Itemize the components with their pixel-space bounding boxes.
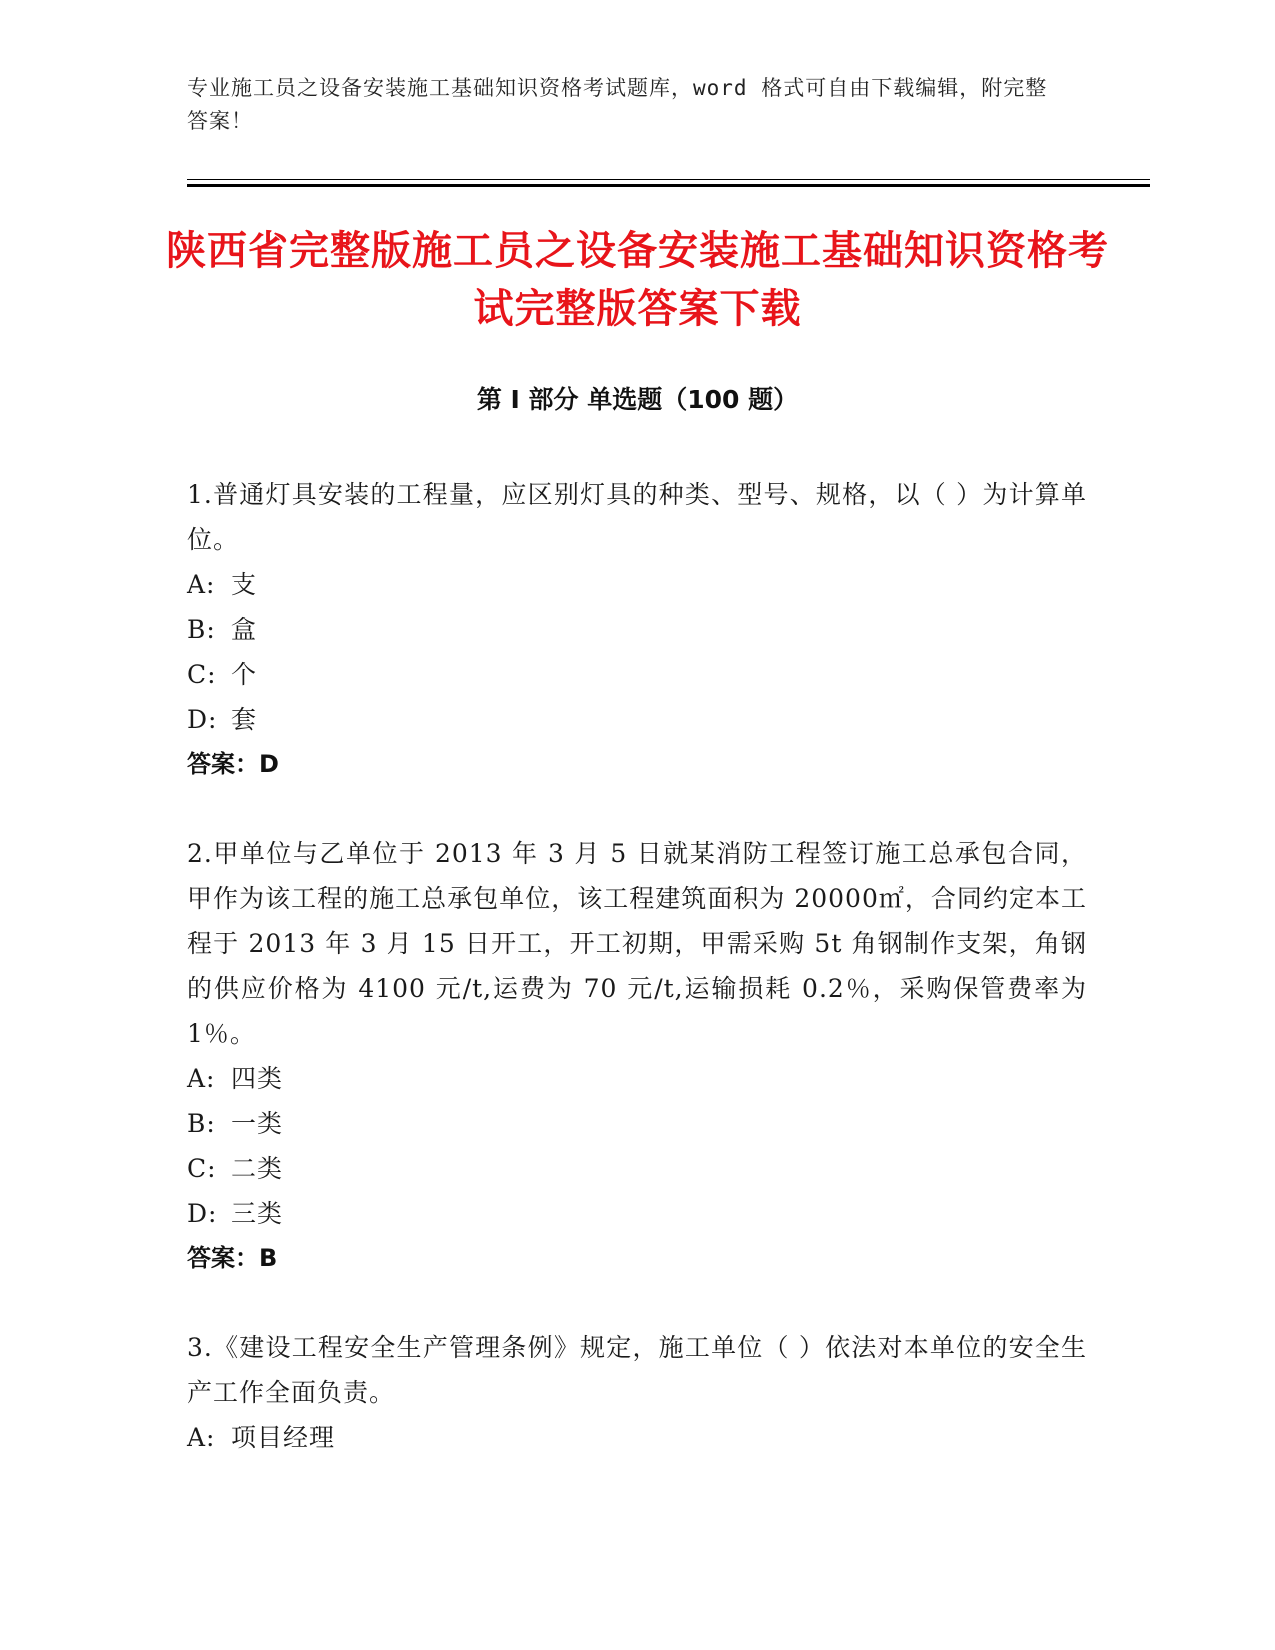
section-heading: 第 I 部分 单选题（100 题） [476, 385, 799, 414]
option-label: D: [187, 1199, 218, 1228]
option-text: 四类 [231, 1064, 284, 1093]
option-label: A: [187, 1423, 216, 1452]
option-label: D: [187, 705, 218, 734]
question-item [187, 472, 1087, 787]
option-text: 支 [231, 570, 258, 599]
question-option [187, 1101, 1087, 1146]
document-title: 陕西省完整版施工员之设备安装施工基础知识资格考试完整版答案下载 [166, 228, 1109, 332]
question-option [187, 697, 1087, 742]
question-stem: 2.甲单位与乙单位于 2013 年 3 月 5 日就某消防工程签订施工总承包合同，甲作为该工程的施工总承包单位，该工程建筑面积为 20000㎡，合同约定本工程于 2013 年 3 月 15 日开工，开工初期，甲需采购 5t 角钢制作支架，角钢的供应价格为 4100 元/t,运费为 70 元/t,运输损耗 0.2％，采购保管费率为 1％。 [187, 839, 1087, 1048]
option-text: 套 [231, 705, 258, 734]
header-divider-thin [187, 179, 1150, 180]
option-label: B: [187, 615, 216, 644]
question-item [187, 1325, 1087, 1460]
question-stem: 3.《建设工程安全生产管理条例》规定，施工单位（ ）依法对本单位的安全生产工作全面负责。 [187, 1333, 1087, 1407]
option-label: A: [187, 1064, 216, 1093]
option-label: B: [187, 1109, 216, 1138]
question-option [187, 652, 1087, 697]
option-text: 三类 [231, 1199, 284, 1228]
option-label: C: [187, 660, 217, 689]
question-option [187, 562, 1087, 607]
question-option [187, 607, 1087, 652]
option-label: A: [187, 570, 216, 599]
question-item [187, 831, 1087, 1281]
header-note: 专业施工员之设备安装施工基础知识资格考试题库，word 格式可自由下载编辑，附完整答案！ [187, 76, 1048, 133]
question-option [187, 1146, 1087, 1191]
question-stem: 1.普通灯具安装的工程量，应区别灯具的种类、型号、规格，以（ ）为计算单位。 [187, 480, 1087, 554]
question-option [187, 1415, 1087, 1460]
option-text: 二类 [231, 1154, 284, 1183]
option-text: 项目经理 [231, 1423, 336, 1452]
question-option [187, 1056, 1087, 1101]
option-text: 一类 [231, 1109, 284, 1138]
option-text: 盒 [231, 615, 258, 644]
option-label: C: [187, 1154, 217, 1183]
question-answer: 答案：B [187, 1244, 278, 1272]
question-answer: 答案：D [187, 750, 279, 778]
option-text: 个 [231, 660, 258, 689]
header-divider-thick [187, 184, 1150, 187]
question-option [187, 1191, 1087, 1236]
question-list [187, 472, 1087, 1504]
